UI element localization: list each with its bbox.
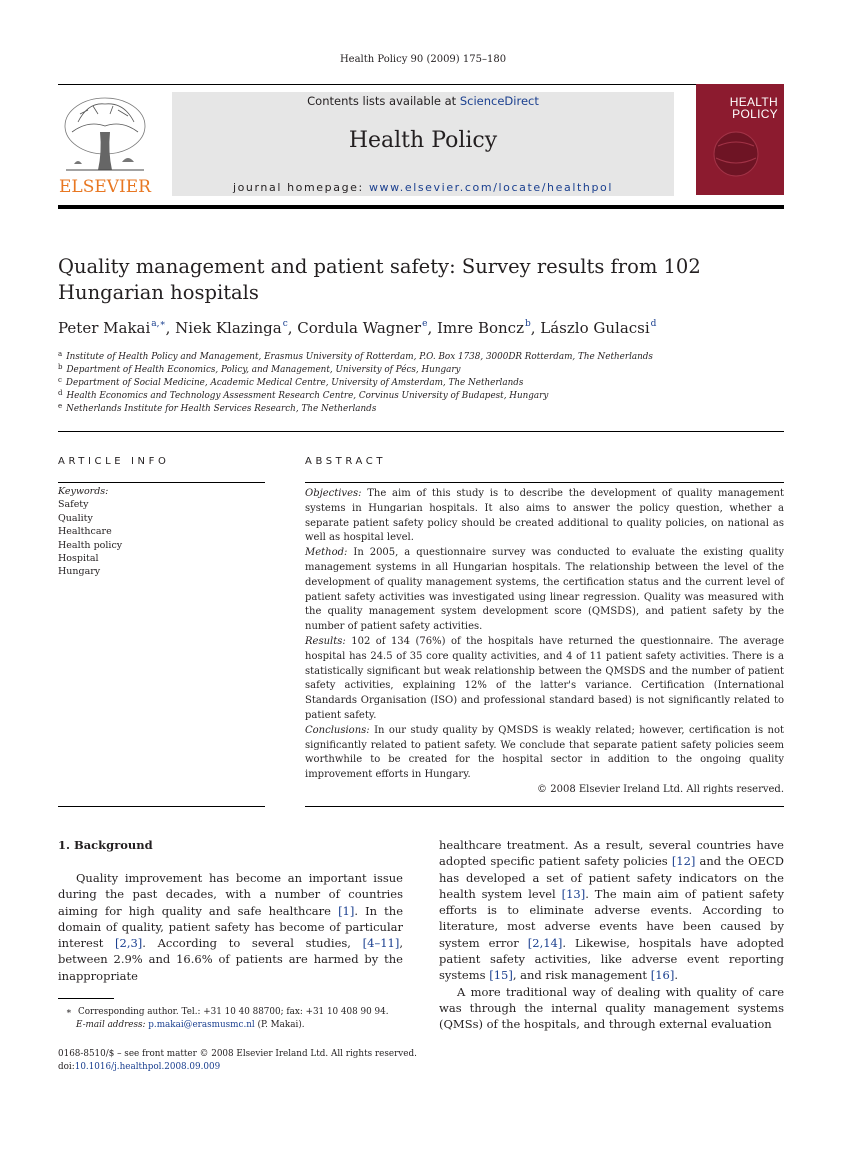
abstract-method: Method: In 2005, a questionnaire survey was conducted to evaluate the existing quality management systems in all Hungarian hospitals. The relationship between the level of the development of quality management systems, the certification status and the current level of patient safety activities was investigated using linear regression. Quality was measured with the quality management system development score (QMSDS), and patient safety by the number of patient safety activities. [305,547,784,633]
citation-link[interactable]: [12] [671,854,696,869]
article-info-rule [58,482,265,483]
email-note: E-mail address: p.makai@erasmusmc.nl (P. Makai). [76,1020,305,1030]
footnote [58,1006,389,1032]
homepage-link[interactable]: www.elsevier.com/locate/healthpol [368,181,614,194]
email-link[interactable]: p.makai@erasmusmc.nl [148,1020,255,1030]
header-thick-rule [58,205,784,209]
citation-link[interactable]: [13] [561,886,586,901]
abstract-results: Results: 102 of 134 (76%) of the hospitals have returned the questionnaire. The average hospital has 24.5 of 35 core quality activities, and 4 of 11 patient safety activities. There is a statistically significant but weak relationship between the QMSDS and the number of patient safety activities, explaining 12% of the latter's variance. Certification (International Standards Organisation (ISO) and professional standard based) is not significantly related to patient safety. [305,635,784,721]
author[interactable]: Cordula Wagner$^e$ [297,319,428,337]
citation-link[interactable]: [1] [338,903,355,918]
article-info-bottom-rule [58,806,265,807]
article-info-heading: ARTICLE INFO [58,456,170,467]
paragraph: Quality improvement has become an important issue during the past decades, with a number of countries aiming for high quality and safe healthcare [1]. In the domain of quality, patient safety has become of particular interest [2,3]. According to several studies, [4–11], between 2.9% and 16.6% of patients are harmed by the inappropriate [58,871,404,983]
elsevier-tree-icon [58,92,152,196]
cover-title-line-1: HEALTH [729,95,778,109]
journal-cover[interactable] [696,84,784,195]
abstract-bottom-rule [305,806,784,807]
keyword: Healthcare [58,526,112,538]
citation-link[interactable]: [2,14] [527,935,563,950]
affiliation: $^c$ Department of Social Medicine, Academic Medical Centre, University of Amsterdam, The Netherlands [58,376,524,388]
abstract-conclusions: Conclusions: In our study quality by QMSDS is weakly related; however, certification is not significantly related to patient safety. We conclude that separate patient safety policies seem worthwhile to be created for the hospital sector in addition to the ongoing quality improvement efforts in Hungary. [305,724,784,781]
paragraph: healthcare treatment. As a result, several countries have adopted specific patient safety policies [12] and the OECD has developed a set of patient safety indicators on the health system level [13]. The main aim of patient safety efforts is to eliminate adverse events. According to literature, most adverse events have been caused by system error [2,14]. Likewise, hospitals have adopted patient safety activities, like adverse event reporting systems [15], and risk management [16]. [439,838,784,983]
keywords-label: Keywords: [58,486,109,497]
homepage-line [172,181,674,194]
doi-line: doi:10.1016/j.healthpol.2008.09.009 [58,1062,221,1072]
article-title: Quality management and patient safety: Survey results from 102 Hungarian hospitals [58,255,701,304]
keywords-block [58,485,122,579]
paragraph: A more traditional way of dealing with quality of care was through the internal quality management systems (QMSs) of the hospitals, and through external evaluation [439,984,784,1032]
cover-title-line-2: POLICY [732,107,778,121]
author[interactable]: Peter Makai$^{a,∗}$ [58,319,166,337]
keyword: Hospital [58,553,99,565]
front-matter [58,1048,417,1074]
keyword: Safety [58,499,89,511]
citation-link[interactable]: [4–11] [362,936,400,951]
header-rule [58,84,784,85]
citation-link[interactable]: [15] [489,968,513,983]
section-heading: 1. Background [58,838,153,852]
citation-link[interactable]: [2,3] [115,936,143,951]
author[interactable]: Imre Boncz$^b$ [436,319,531,337]
copyright-line: © 2008 Elsevier Ireland Ltd. All rights reserved. [537,783,784,795]
affiliation: $^b$ Department of Health Economics, Policy, and Management, University of Pécs, Hungary [58,363,461,375]
issn-line: 0168-8510/$ – see front matter © 2008 Elsevier Ireland Ltd. All rights reserved. [58,1049,417,1059]
body-column-right [439,837,784,1033]
sciencedirect-link[interactable]: ScienceDirect [459,94,539,108]
doi-link[interactable]: 10.1016/j.healthpol.2008.09.009 [74,1062,221,1072]
abstract-body [305,487,784,798]
affiliation: $^e$ Netherlands Institute for Health Services Research, The Netherlands [58,402,377,414]
contents-prefix: Contents lists available at [307,94,460,108]
footnote-rule [58,998,114,999]
affiliation: $^a$ Institute of Health Policy and Management, Erasmus University of Rotterdam, P.O. Box 1738, 3000DR Rotterdam, The Netherlands [58,350,653,362]
abstract-heading: ABSTRACT [305,456,387,467]
running-head: Health Policy 90 (2009) 175–180 [339,54,507,65]
author-list: Peter Makai$^{a,∗}$, Niek Klazinga$^c$, Cordula Wagner$^e$, Imre Boncz$^b$, Lászlo Gulacsi$^d$ [58,319,657,337]
affiliation: $^d$ Health Economics and Technology Assessment Research Centre, Corvinus University of Budapest, Hungary [58,389,549,401]
author[interactable]: Niek Klazinga$^c$ [175,319,288,337]
body-column-left [58,870,403,984]
keyword: Health policy [58,539,123,551]
abstract-rule [305,482,784,483]
corresponding-author-note: ∗ Corresponding author. Tel.: +31 10 40 88700; fax: +31 10 408 90 94. [66,1007,389,1017]
keyword: Hungary [58,566,101,578]
abstract-objectives: Objectives: The aim of this study is to describe the development of quality management systems in Hungarian hospitals. It also aims to answer the policy question, whether a separate patient safety policy should be created additional to quality policies, on national as well as hospital level. [305,488,785,544]
section-rule [58,431,784,432]
citation-link[interactable]: [16] [650,968,675,983]
keyword: Quality [58,512,93,524]
cover-globe-icon [696,84,784,195]
elsevier-logo[interactable] [58,92,152,196]
journal-title: Health Policy [348,128,498,153]
homepage-prefix: journal homepage: [232,181,369,194]
contents-line [172,94,674,108]
svg-text:ELSEVIER: ELSEVIER [59,177,151,196]
author[interactable]: Lászlo Gulacsi$^d$ [540,319,657,337]
